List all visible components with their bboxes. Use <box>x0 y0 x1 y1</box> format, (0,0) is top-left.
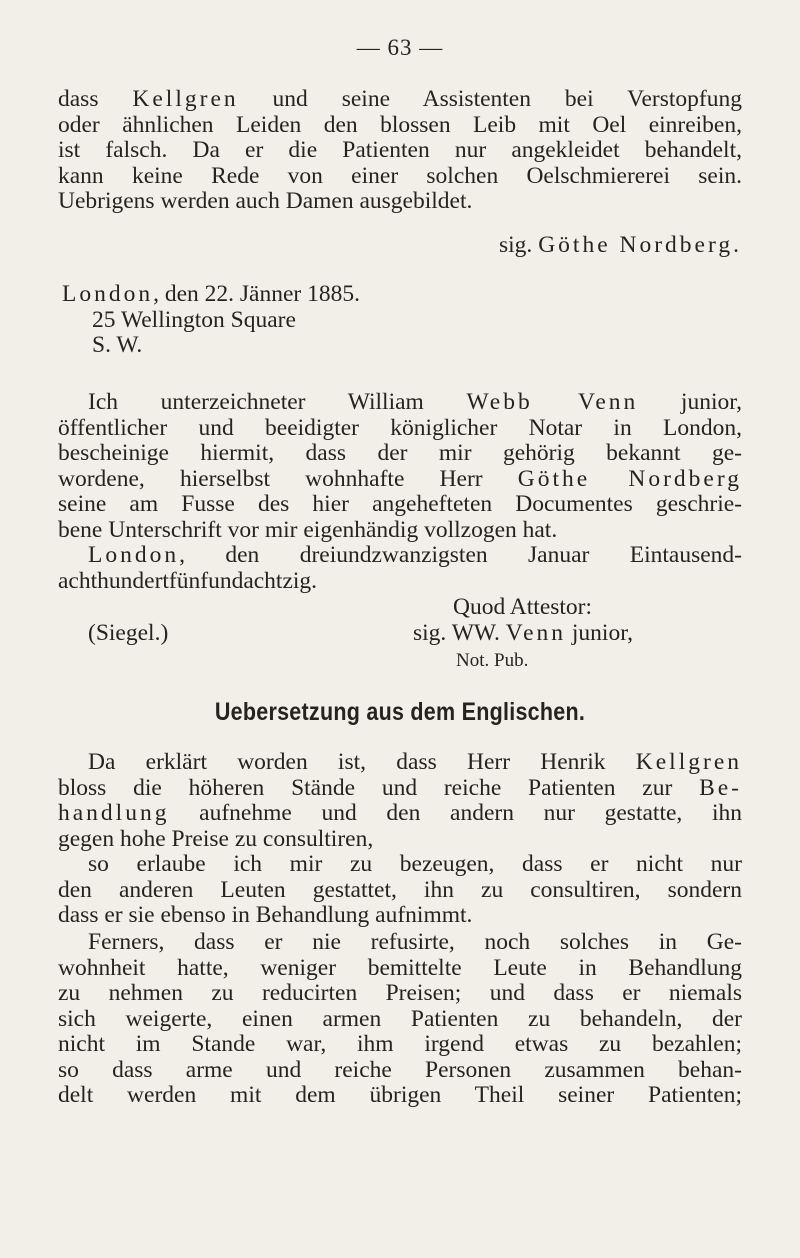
text-line: oder ähnlichen Leiden den blossen Leib mit Oel einreiben, <box>58 111 742 138</box>
section-heading: Uebersetzung aus dem Englischen. <box>214 698 586 726</box>
text-line: so erlaube ich mir zu bezeugen, dass er nicht nur <box>88 851 742 877</box>
text-line: bene Unterschrift vor mir eigenhändig vollzogen hat. <box>58 516 558 543</box>
text-line: ist falsch. Da er die Patienten nur angekleidet behandelt, <box>58 137 742 163</box>
paragraph-translation <box>58 750 742 929</box>
notary-title: Not. Pub. <box>456 650 529 671</box>
text-line: bloss die höheren Stände und reiche Patienten zur Be- <box>58 774 742 801</box>
attestation-block <box>58 595 742 674</box>
address-block <box>62 282 746 359</box>
text-line: Ferners, dass er nie refusirte, noch solches in Ge- <box>88 929 742 955</box>
text-line: Da erklärt worden ist, dass Herr Henrik Kellgren <box>88 749 742 775</box>
signature-venn: sig. WW. Venn junior, <box>413 619 633 646</box>
paragraph-notary-statement <box>58 390 742 543</box>
text-line: so dass arme und reiche Personen zusammen behan- <box>58 1056 742 1083</box>
signature-nordberg: sig. Göthe Nordberg. <box>499 232 742 258</box>
text-line: wordene, hierselbst wohnhafte Herr Göthe Nordberg <box>58 465 742 492</box>
text-line: bescheinige hiermit, dass der mir gehörig bekannt ge- <box>58 440 742 466</box>
text-line: Uebrigens werden auch Damen ausgebildet. <box>58 188 473 214</box>
name-goethe-nordberg: Göthe Nordberg <box>517 465 742 492</box>
name-kellgren: Kellgren <box>132 86 239 112</box>
seal-label: (Siegel.) <box>88 619 169 646</box>
text-line: achthundertfünfundachtzig. <box>58 567 318 594</box>
address-street: 25 Wellington Square <box>92 306 296 333</box>
address-district: S. W. <box>92 332 143 358</box>
text-line: kann keine Rede von einer solchen Oelschmiererei sein. <box>58 162 742 189</box>
text-line: gegen hohe Preise zu consultiren, <box>58 825 374 852</box>
text-line: nicht im Stande war, ihm irgend etwas zu bezahlen; <box>58 1031 742 1057</box>
paragraph-kellgren-assistants <box>58 87 742 215</box>
text-line: dass er sie ebenso in Behandlung aufnimmt. <box>58 902 473 928</box>
quod-attestor: Quod Attestor: <box>453 594 593 620</box>
seal-signature-line <box>58 621 742 647</box>
text-line: Ich unterzeichneter William Webb Venn junior, <box>88 389 743 415</box>
text-line: öffentlicher und beeidigter königlicher Notar in London, <box>58 414 742 441</box>
text-line: seine am Fusse des hier angehefteten Documentes geschrie- <box>58 491 742 517</box>
text-line: den anderen Leuten gestattet, ihn zu consultiren, sondern <box>58 876 742 903</box>
text-line: dass Kellgren und seine Assistenten bei Verstopfung <box>58 86 742 112</box>
text-line: sich weigerte, einen armen Patienten zu behandeln, der <box>58 1005 742 1032</box>
page-number: — 63 — <box>356 35 444 60</box>
paragraph-ferners <box>58 930 742 1109</box>
text-line: zu nehmen zu reducirten Preisen; und dass er niemals <box>58 980 742 1006</box>
address-date-line: London, den 22. Jänner 1885. <box>62 281 360 307</box>
text-line: delt werden mit dem übrigen Theil seiner Patienten; <box>58 1082 742 1108</box>
text-line: wohnheit hatte, weniger bemittelte Leute in Behandlung <box>58 954 742 981</box>
text-line: London, den dreiundzwanzigsten Januar Eintausend- <box>88 542 742 568</box>
name-kellgren: Kellgren <box>635 749 742 775</box>
name-webb-venn: Webb Venn <box>466 389 639 415</box>
text-line: handlung aufnehme und den andern nur gestatte, ihn <box>58 800 742 826</box>
paragraph-london-date <box>58 543 742 594</box>
